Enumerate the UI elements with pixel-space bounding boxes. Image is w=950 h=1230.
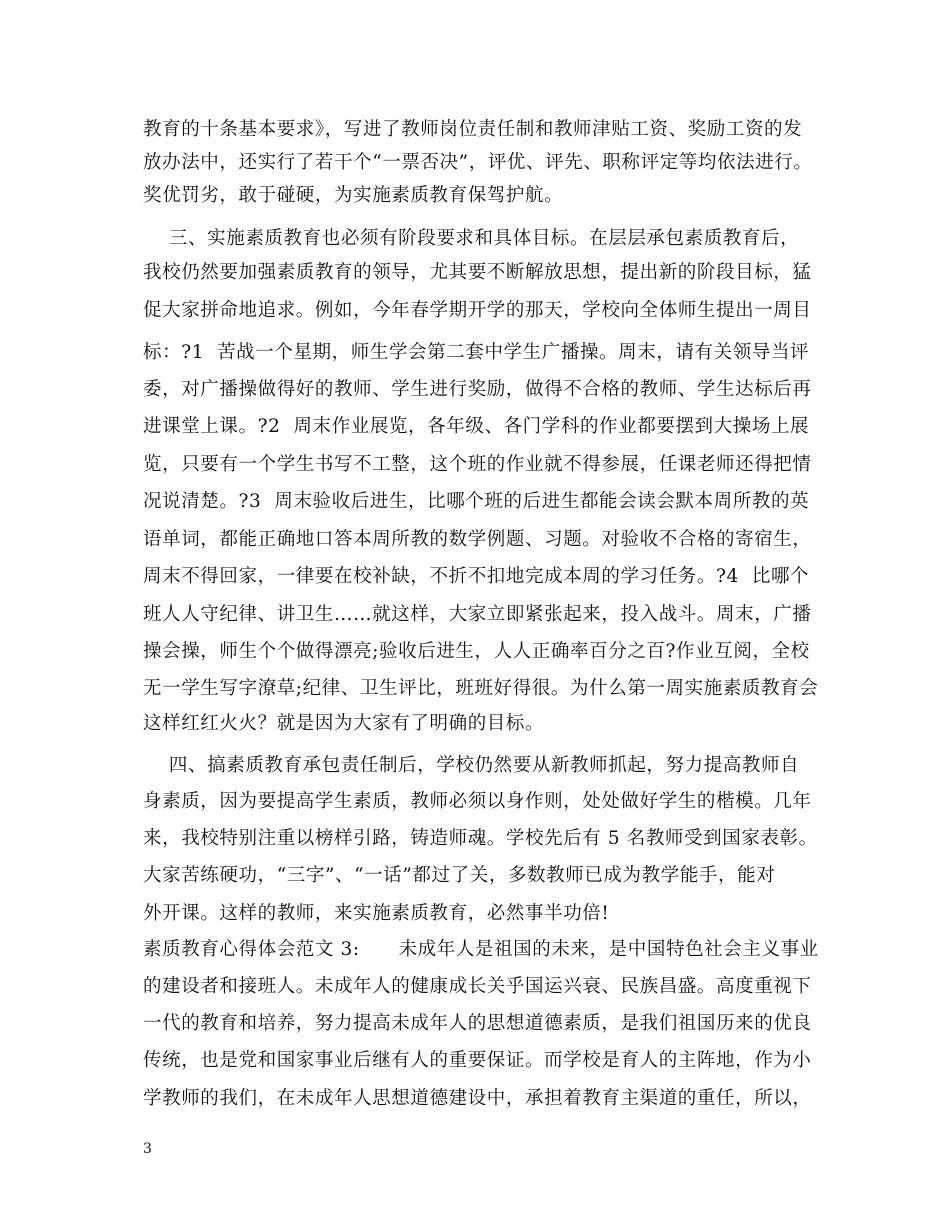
text-line: 这样红红火火？就是因为大家有了明确的目标。 — [143, 713, 545, 734]
text-line: 传统，也是党和国家事业后继有人的重要保证。而学校是育人的主阵地，作为小 — [143, 1050, 812, 1071]
text-line: 委，对广播操做得好的教师、学生进行奖励，做得不合格的教师、学生达标后再 — [143, 379, 812, 400]
text-line: 奖优罚劣，敢于碰硬，为实施素质教育保驾护航。 — [143, 185, 564, 206]
text-line: 班人人守纪律、讲卫生……就这样，大家立即紧张起来，投入战斗。周末，广播 — [143, 604, 812, 625]
text-line: 来，我校特别注重以榜样引路，铸造师魂。学校先后有 5 名教师受到国家表彰。 — [143, 828, 818, 849]
text-line: 我校仍然要加强素质教育的领导，尤其要不断解放思想，提出新的阶段目标，猛 — [143, 262, 812, 283]
text-line: 学教师的我们，在未成年人思想道德建设中，承担着教育主渠道的重任，所以， — [143, 1088, 812, 1109]
page-number: 3 — [143, 1141, 152, 1157]
text-line: 三、实施素质教育也必须有阶段要求和具体目标。在层层承包素质教育后， — [143, 228, 800, 249]
text-line: 大家苦练硬功，“三字”、“一话”都过了关，多数教师已成为教学能手，能对 — [143, 865, 776, 886]
text-line: 览，只要有一个学生书写不工整，这个班的作业就不得参展，任课老师还得把情 — [143, 454, 812, 475]
text-line: 四、搞素质教育承包责任制后，学校仍然要从新教师抓起，努力提高教师自 — [143, 755, 800, 776]
text-line: 身素质，因为要提高学生素质，教师必须以身作则，处处做好学生的楷模。几年 — [143, 791, 812, 812]
text-line: 促大家拼命地追求。例如，今年春学期开学的那天，学校向全体师生提出一周目 — [143, 300, 812, 321]
text-line: 周末不得回家，一律要在校补缺，不折不扣地完成本周的学习任务。?4 比哪个 — [143, 566, 810, 587]
text-line: 的建设者和接班人。未成年人的健康成长关乎国运兴衰、民族昌盛。高度重视下 — [143, 976, 812, 997]
text-line: 操会操，师生个个做得漂亮;验收后进生，人人正确率百分之百?作业互阅，全校 — [143, 641, 810, 662]
text-line: 无一学生写字潦草;纪律、卫生评比，班班好得很。为什么第一周实施素质教育会 — [143, 678, 819, 699]
text-line: 教育的十条基本要求》，写进了教师岗位责任制和教师津贴工资、奖励工资的发 — [143, 119, 803, 140]
text-line: 况说清楚。?3 周末验收后进生，比哪个班的后进生都能会读会默本周所教的英 — [143, 491, 810, 512]
text-line: 标：?1 苦战一个星期，师生学会第二套中学生广播操。周末，请有关领导当评 — [143, 342, 810, 363]
text-line: 进课堂上课。?2 周末作业展览，各年级、各门学科的作业都要摆到大操场上展 — [143, 416, 810, 437]
text-line: 一代的教育和培养，努力提高未成年人的思想道德素质，是我们祖国历来的优良 — [143, 1013, 812, 1034]
text-line: 素质教育心得体会范文 3: 未成年人是祖国的未来，是中国特色社会主义事业 — [143, 939, 819, 960]
text-line: 放办法中，还实行了若干个“一票否决”，评优、评先、职称评定等均依法进行。 — [143, 152, 813, 173]
text-line: 语单词，都能正确地口答本周所教的数学例题、习题。对验收不合格的寄宿生， — [143, 529, 812, 550]
text-line: 外开课。这样的教师，来实施素质教育，必然事半功倍! — [143, 903, 610, 924]
